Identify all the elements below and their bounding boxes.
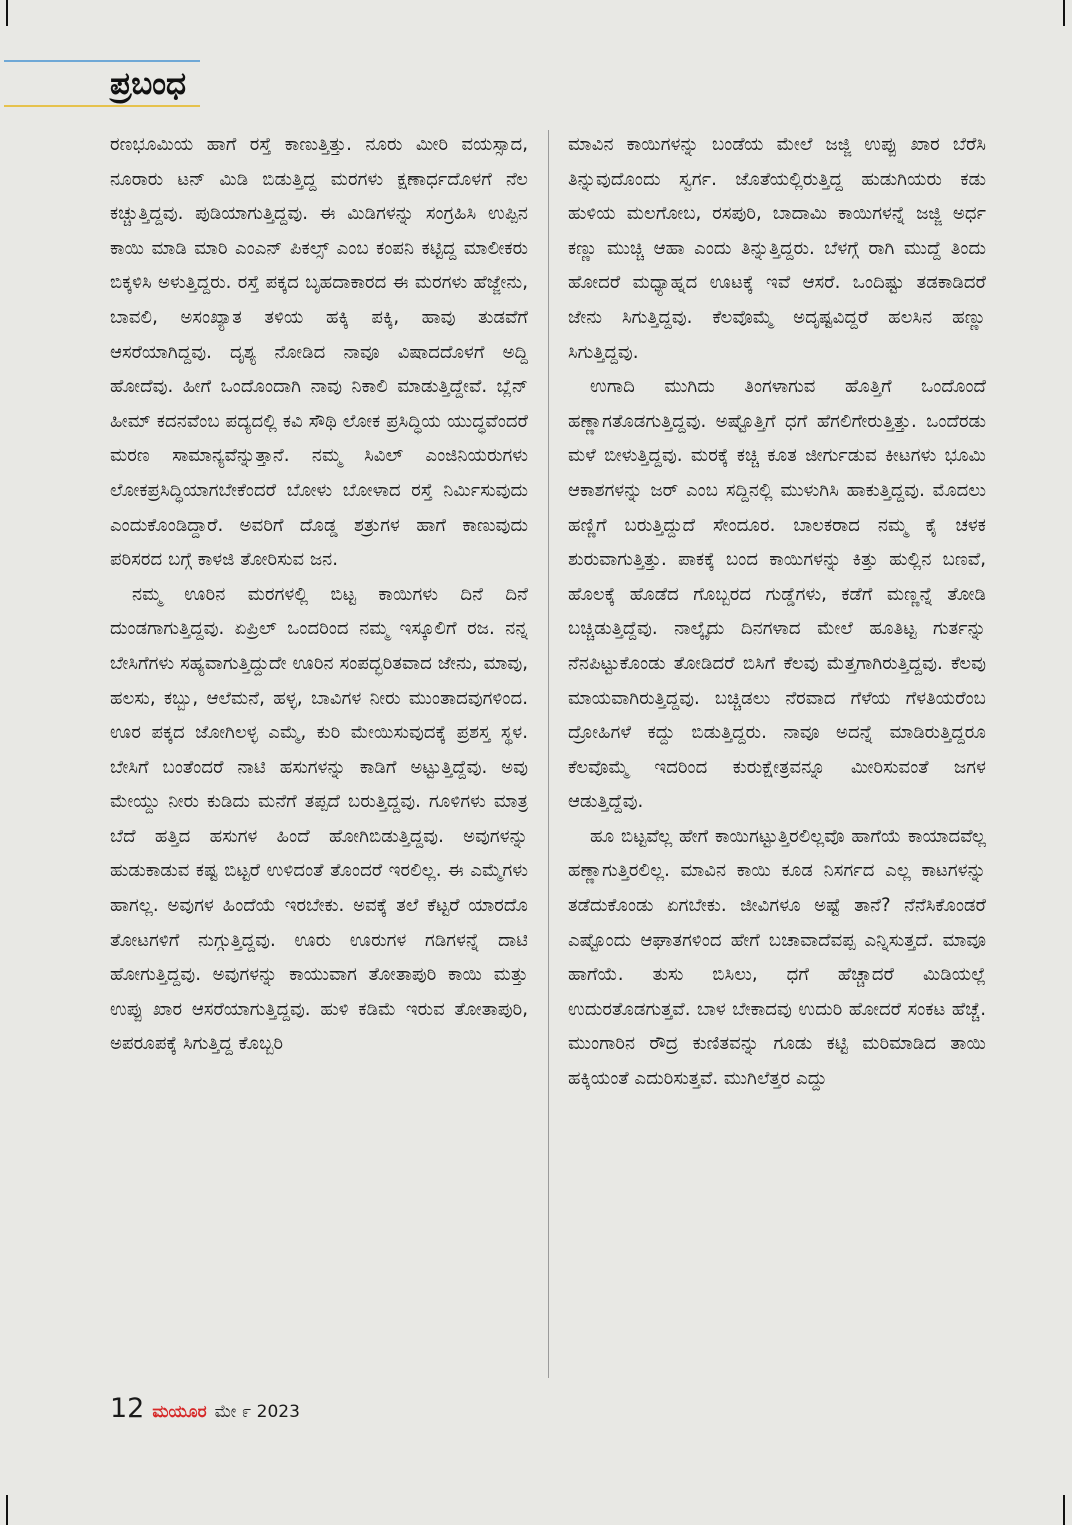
left-column bbox=[110, 128, 528, 1062]
header-rule-bottom bbox=[4, 105, 200, 107]
right-column bbox=[568, 128, 986, 1097]
crop-mark-top-left-v bbox=[6, 0, 8, 26]
paragraph: ಹೂ ಬಿಟ್ಟವೆಲ್ಲ ಹೇಗೆ ಕಾಯಿಗಟ್ಟುತ್ತಿರಲಿಲ್ಲವೊ ಹಾಗೆಯೆ ಕಾಯಾದವೆಲ್ಲ ಹಣ್ಣಾಗುತ್ತಿರಲಿಲ್ಲ. ಮಾವಿನ ಕಾಯಿ ಕೂಡ ನಿಸರ್ಗದ ಎಲ್ಲ ಕಾಟಗಳನ್ನು ತಡೆದುಕೊಂಡು ಏಗಬೇಕು. ಜೀವಿಗಳೂ ಅಷ್ಟೆ ತಾನೆ? ನೆನೆಸಿಕೊಂಡರೆ ಎಷ್ಟೊಂದು ಆಘಾತಗಳಿಂದ ಹೇಗೆ ಬಚಾವಾದೆವಪ್ಪ ಎನ್ನಿಸುತ್ತದೆ. ಮಾವೂ ಹಾಗೆಯೆ. ತುಸು ಬಿಸಿಲು, ಧಗೆ ಹೆಚ್ಚಾದರೆ ಮಿಡಿಯಲ್ಲೆ ಉದುರತೊಡಗುತ್ತವೆ. ಬಾಳ ಬೇಕಾದವು ಉದುರಿ ಹೋದರೆ ಸಂಕಟ ಹೆಚ್ಚೆ. ಮುಂಗಾರಿನ ರೌದ್ರ ಕುಣಿತವನ್ನು ಗೂಡು ಕಟ್ಟಿ ಮರಿಮಾಡಿದ ತಾಯಿ ಹಕ್ಕಿಯಂತೆ ಎದುರಿಸುತ್ತವೆ. ಮುಗಿಲೆತ್ತರ ಎದ್ದು bbox=[568, 825, 986, 1090]
paragraph: ಉಗಾದಿ ಮುಗಿದು ತಿಂಗಳಾಗುವ ಹೊತ್ತಿಗೆ ಒಂದೊಂದೆ ಹಣ್ಣಾಗತೊಡಗುತ್ತಿದ್ದವು. ಅಷ್ಟೊತ್ತಿಗೆ ಧಗೆ ಹೆಗಲಿಗೇರುತ್ತಿತ್ತು. ಒಂದೆರಡು ಮಳೆ ಬೀಳುತ್ತಿದ್ದವು. ಮರಕ್ಕೆ ಕಚ್ಚಿ ಕೂತ ಜೀರ್ಗುಡುವ ಕೀಟಗಳು ಭೂಮಿ ಆಕಾಶಗಳನ್ನು ಜರ್ ಎಂಬ ಸದ್ದಿನಲ್ಲಿ ಮುಳುಗಿಸಿ ಹಾಕುತ್ತಿದ್ದವು. ಮೊದಲು ಹಣ್ಣಿಗೆ ಬರುತ್ತಿದ್ದುದೆ ಸೇಂದೂರ. ಬಾಲಕರಾದ ನಮ್ಮ ಕೈ ಚಳಕ ಶುರುವಾಗುತ್ತಿತ್ತು. ಪಾಕಕ್ಕೆ ಬಂದ ಕಾಯಿಗಳನ್ನು ಕಿತ್ತು ಹುಲ್ಲಿನ ಬಣವೆ, ಹೊಲಕ್ಕೆ ಹೊಡೆದ ಗೊಬ್ಬರದ ಗುಡ್ಡೆಗಳು, ಕಡೆಗೆ ಮಣ್ಣನ್ನೆ ತೋಡಿ ಬಚ್ಚಿಡುತ್ತಿದ್ದೆವು. ನಾಲ್ಕೈದು ದಿನಗಳಾದ ಮೇಲೆ ಹೂತಿಟ್ಟ ಗುರ್ತನ್ನು ನೆನಪಿಟ್ಟುಕೊಂಡು ತೋಡಿದರೆ ಬಿಸಿಗೆ ಕೆಲವು ಮೆತ್ತಗಾಗಿರುತ್ತಿದ್ದವು. ಕೆಲವು ಮಾಯವಾಗಿರುತ್ತಿದ್ದವು. ಬಚ್ಚಿಡಲು ನೆರವಾದ ಗೆಳೆಯ ಗೆಳತಿಯರೆಂಬ ದ್ರೋಹಿಗಳೆ ಕದ್ದು ಬಿಡುತ್ತಿದ್ದರು. ನಾವೂ ಅದನ್ನೆ ಮಾಡಿರುತ್ತಿದ್ದರೂ ಕೆಲವೊಮ್ಮೆ ಇದರಿಂದ ಕುರುಕ್ಷೇತ್ರವನ್ನೂ ಮೀರಿಸುವಂತೆ ಜಗಳ ಆಡುತ್ತಿದ್ದೆವು. bbox=[568, 376, 986, 813]
magazine-name: ಮಯೂರ bbox=[152, 1402, 207, 1422]
column-divider bbox=[548, 130, 549, 1378]
paragraph: ಮಾವಿನ ಕಾಯಿಗಳನ್ನು ಬಂಡೆಯ ಮೇಲೆ ಜಜ್ಜಿ ಉಪ್ಪು ಖಾರ ಬೆರೆಸಿ ತಿನ್ನುವುದೊಂದು ಸ್ವರ್ಗ. ಜೊತೆಯಲ್ಲಿರುತ್ತಿದ್ದ ಹುಡುಗಿಯರು ಕಡು ಹುಳಿಯ ಮಲಗೋಬ, ರಸಪುರಿ, ಬಾದಾಮಿ ಕಾಯಿಗಳನ್ನೆ ಜಜ್ಜಿ ಅರ್ಧ ಕಣ್ಣು ಮುಚ್ಚಿ ಆಹಾ ಎಂದು ತಿನ್ನುತ್ತಿದ್ದರು. ಬೆಳಗ್ಗೆ ರಾಗಿ ಮುದ್ದೆ ತಿಂದು ಹೋದರೆ ಮಧ್ಯಾಹ್ನದ ಊಟಕ್ಕೆ ಇವೆ ಆಸರೆ. ಒಂದಿಷ್ಟು ತಡಕಾಡಿದರೆ ಜೇನು ಸಿಗುತ್ತಿದ್ದವು. ಕೆಲವೊಮ್ಮೆ ಅದೃಷ್ಟವಿದ್ದರೆ ಹಲಸಿನ ಹಣ್ಣು ಸಿಗುತ್ತಿದ್ದವು. bbox=[568, 134, 986, 363]
page-number: 12 bbox=[110, 1393, 145, 1424]
crop-mark-bottom-right-v bbox=[1063, 1495, 1065, 1525]
issue-date: ಮೇ ೯ 2023 bbox=[214, 1402, 300, 1422]
paragraph: ನಮ್ಮ ಊರಿನ ಮರಗಳಲ್ಲಿ ಬಿಟ್ಟ ಕಾಯಿಗಳು ದಿನೆ ದಿನೆ ದುಂಡಗಾಗುತ್ತಿದ್ದವು. ಏಪ್ರಿಲ್ ಒಂದರಿಂದ ನಮ್ಮ ಇಸ್ಕೂಲಿಗೆ ರಜ. ನನ್ನ ಬೇಸಿಗೆಗಳು ಸಹ್ಯವಾಗುತ್ತಿದ್ದುದೇ ಊರಿನ ಸಂಪದ್ಭರಿತವಾದ ಜೇನು, ಮಾವು, ಹಲಸು, ಕಬ್ಬು, ಆಲೆಮನೆ, ಹಳ್ಳ, ಬಾವಿಗಳ ನೀರು ಮುಂತಾದವುಗಳಿಂದ. ಊರ ಪಕ್ಕದ ಜೋಗಿಲಳ್ಳ ಎಮ್ಮೆ, ಕುರಿ ಮೇಯಿಸುವುದಕ್ಕೆ ಪ್ರಶಸ್ತ ಸ್ಥಳ. ಬೇಸಿಗೆ ಬಂತೆಂದರೆ ನಾಟಿ ಹಸುಗಳನ್ನು ಕಾಡಿಗೆ ಅಟ್ಟುತ್ತಿದ್ದೆವು. ಅವು ಮೇಯ್ದು ನೀರು ಕುಡಿದು ಮನೆಗೆ ತಪ್ಪದೆ ಬರುತ್ತಿದ್ದವು. ಗೂಳಿಗಳು ಮಾತ್ರ ಬೆದೆ ಹತ್ತಿದ ಹಸುಗಳ ಹಿಂದೆ ಹೋಗಿಬಿಡುತ್ತಿದ್ದವು. ಅವುಗಳನ್ನು ಹುಡುಕಾಡುವ ಕಷ್ಟ ಬಿಟ್ಟರೆ ಉಳಿದಂತೆ ತೊಂದರೆ ಇರಲಿಲ್ಲ. ಈ ಎಮ್ಮೆಗಳು ಹಾಗಲ್ಲ. ಅವುಗಳ ಹಿಂದೆಯೆ ಇರಬೇಕು. ಅವಕ್ಕೆ ತಲೆ ಕೆಟ್ಟರೆ ಯಾರದೊ ತೋಟಗಳಿಗೆ ನುಗ್ಗುತ್ತಿದ್ದವು. ಊರು ಊರುಗಳ ಗಡಿಗಳನ್ನೆ ದಾಟಿ ಹೋಗುತ್ತಿದ್ದವು. ಅವುಗಳನ್ನು ಕಾಯುವಾಗ ತೋತಾಪುರಿ ಕಾಯಿ ಮತ್ತು ಉಪ್ಪು ಖಾರ ಆಸರೆಯಾಗುತ್ತಿದ್ದವು. ಹುಳಿ ಕಡಿಮೆ ಇರುವ ತೋತಾಪುರಿ, ಅಪರೂಪಕ್ಕೆ ಸಿಗುತ್ತಿದ್ದ ಕೊಬ್ಬರಿ bbox=[110, 583, 528, 1055]
section-title: ಪ್ರಬಂಧ bbox=[110, 66, 186, 102]
header-rule-top bbox=[4, 60, 200, 62]
paragraph: ರಣಭೂಮಿಯ ಹಾಗೆ ರಸ್ತೆ ಕಾಣುತ್ತಿತ್ತು. ನೂರು ಮೀರಿ ವಯಸ್ಸಾದ, ನೂರಾರು ಟನ್ ಮಿಡಿ ಬಿಡುತ್ತಿದ್ದ ಮರಗಳು ಕ್ಷಣಾರ್ಧದೊಳಗೆ ನೆಲ ಕಚ್ಚುತ್ತಿದ್ದವು. ಪುಡಿಯಾಗುತ್ತಿದ್ದವು. ಈ ಮಿಡಿಗಳನ್ನು ಸಂಗ್ರಹಿಸಿ ಉಪ್ಪಿನ ಕಾಯಿ ಮಾಡಿ ಮಾರಿ ಎಂಎನ್ ಪಿಕಲ್ಸ್ ಎಂಬ ಕಂಪನಿ ಕಟ್ಟಿದ್ದ ಮಾಲೀಕರು ಬಿಕ್ಕಳಿಸಿ ಅಳುತ್ತಿದ್ದರು. ರಸ್ತೆ ಪಕ್ಕದ ಬೃಹದಾಕಾರದ ಈ ಮರಗಳು ಹೆಜ್ಜೇನು, ಬಾವಲಿ, ಅಸಂಖ್ಯಾತ ತಳಿಯ ಹಕ್ಕಿ ಪಕ್ಕಿ, ಹಾವು ತುಡವೆಗೆ ಆಸರೆಯಾಗಿದ್ದವು. ದೃಶ್ಯ ನೋಡಿದ ನಾವೂ ವಿಷಾದದೊಳಗೆ ಅದ್ದಿ ಹೋದೆವು. ಹೀಗೆ ಒಂದೊಂದಾಗಿ ನಾವು ನಿಕಾಲಿ ಮಾಡುತ್ತಿದ್ದೇವೆ. ಬ್ಲೆನ್ ಹೀಮ್ ಕದನವೆಂಬ ಪದ್ಯದಲ್ಲಿ ಕವಿ ಸೌಥಿ ಲೋಕ ಪ್ರಸಿದ್ಧಿಯ ಯುದ್ಧವೆಂದರೆ ಮರಣ ಸಾಮಾನ್ಯವೆನ್ನುತ್ತಾನೆ. ನಮ್ಮ ಸಿವಿಲ್ ಎಂಜಿನಿಯರುಗಳು ಲೋಕಪ್ರಸಿದ್ಧಿಯಾಗಬೇಕೆಂದರೆ ಬೋಳು ಬೋಳಾದ ರಸ್ತೆ ನಿರ್ಮಿಸುವುದು ಎಂದುಕೊಂಡಿದ್ದಾರೆ. ಅವರಿಗೆ ದೊಡ್ಡ ಶತ್ರುಗಳ ಹಾಗೆ ಕಾಣುವುದು ಪರಿಸರದ ಬಗ್ಗೆ ಕಾಳಜಿ ತೋರಿಸುವ ಜನ. bbox=[110, 134, 528, 571]
crop-mark-bottom-left-v bbox=[6, 1495, 8, 1525]
page-footer bbox=[110, 1393, 300, 1427]
crop-mark-top-right-v bbox=[1063, 0, 1065, 26]
